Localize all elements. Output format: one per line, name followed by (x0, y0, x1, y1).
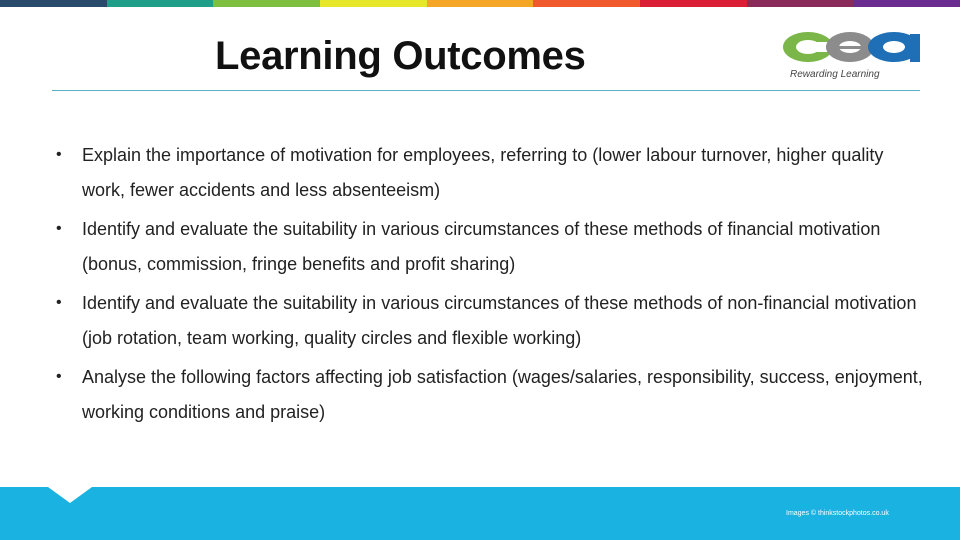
bullet-icon: • (56, 294, 62, 311)
stripe-segment (0, 0, 107, 7)
list-item-text: Explain the importance of motivation for employees, referring to (lower labour turnover, higher quality work, fewer accidents and less absenteeism) (82, 145, 884, 200)
stripe-segment (747, 0, 854, 7)
cea-logo-wordmark-icon (783, 32, 920, 62)
list-item (56, 286, 926, 355)
bullet-icon: • (56, 368, 62, 385)
stripe-segment (320, 0, 427, 7)
image-credit: Images © thinkstockphotos.co.uk (786, 510, 889, 517)
slide-title: Learning Outcomes (215, 34, 586, 78)
header-divider (52, 90, 920, 91)
stripe-segment (853, 0, 960, 7)
bullet-icon: • (56, 220, 62, 237)
list-item-text: Analyse the following factors affecting job satisfaction (wages/salaries, responsibility, success, enjoyment, working conditions and praise) (82, 367, 923, 422)
bullet-icon: • (56, 146, 62, 163)
list-item (56, 212, 926, 281)
stripe-segment (640, 0, 747, 7)
stripe-segment (107, 0, 214, 7)
list-item (56, 138, 926, 207)
stripe-segment (427, 0, 534, 7)
learning-outcomes-list (56, 138, 926, 434)
cea-logo-tagline: Rewarding Learning (790, 69, 880, 80)
stripe-segment (213, 0, 320, 7)
footer-notch (48, 487, 92, 503)
list-item (56, 360, 926, 429)
list-item-text: Identify and evaluate the suitability in various circumstances of these methods of financial motivation (bonus, commission, fringe benefits and profit sharing) (82, 219, 881, 274)
cea-logo (778, 22, 928, 82)
stripe-segment (533, 0, 640, 7)
top-color-stripe (0, 0, 960, 7)
list-item-text: Identify and evaluate the suitability in various circumstances of these methods of non-financial motivation (job rotation, team working, quality circles and flexible working) (82, 293, 917, 348)
